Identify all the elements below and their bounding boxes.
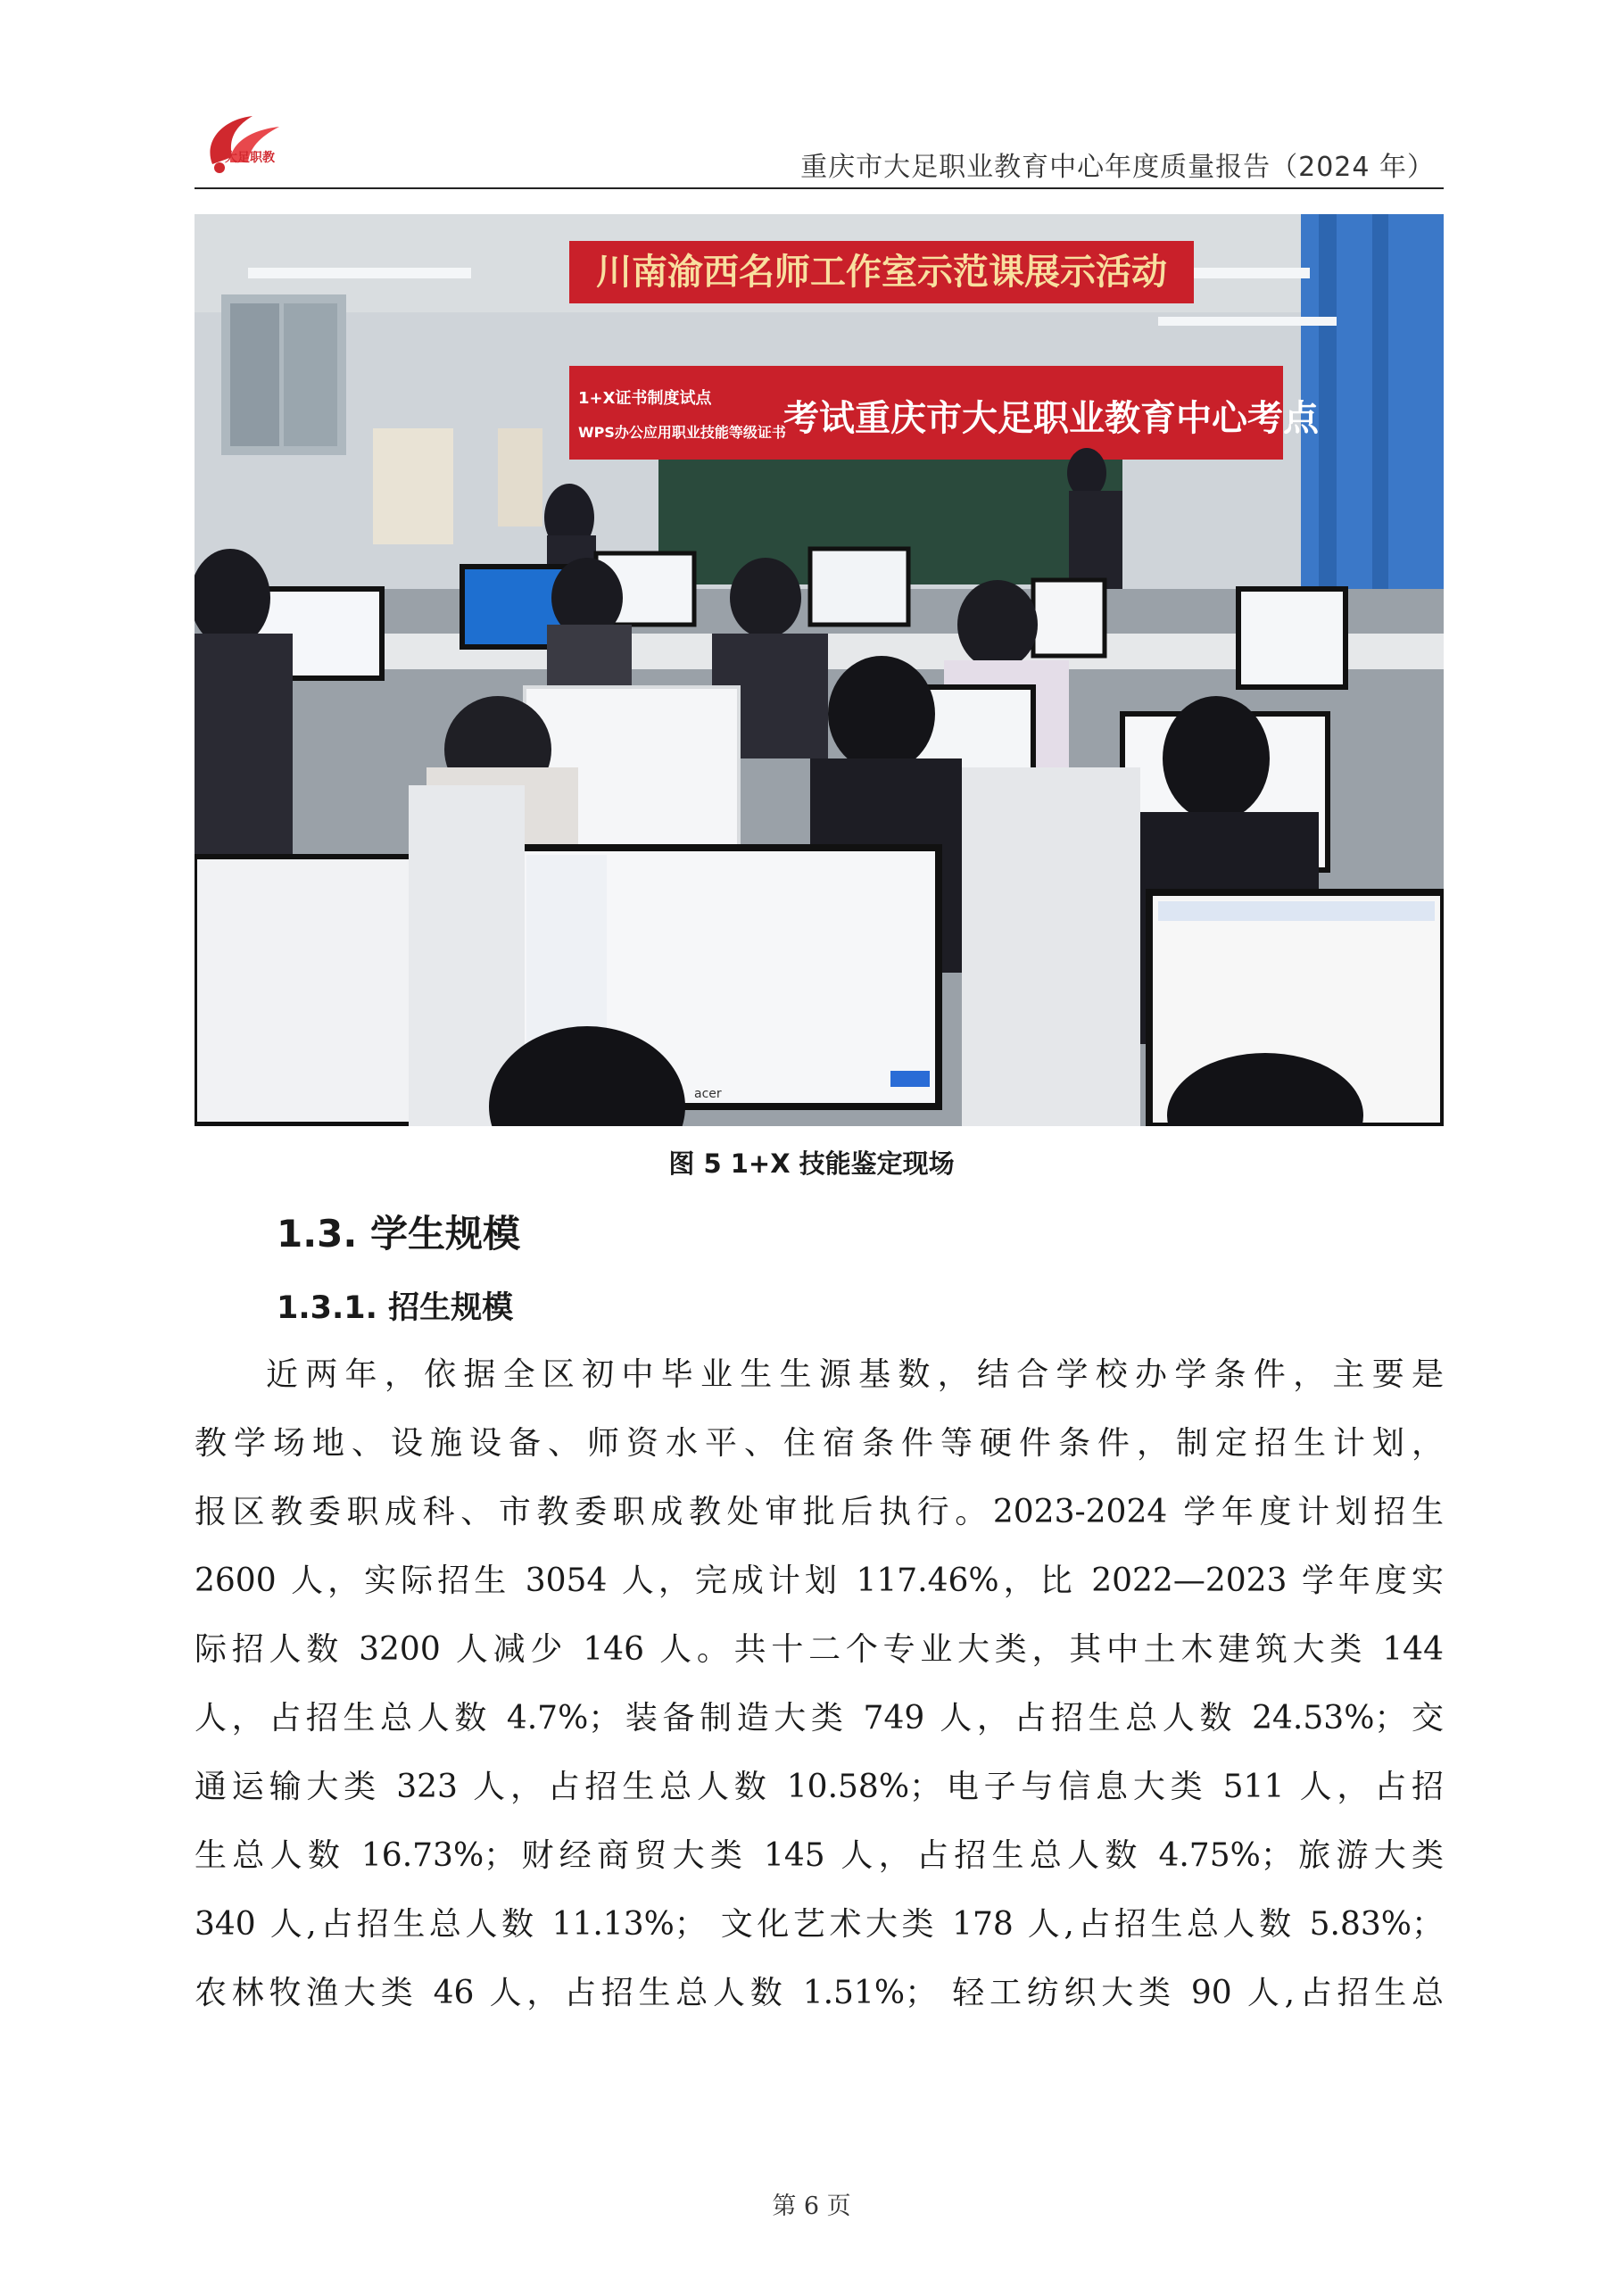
paragraph-line: 通运输大类 323 人，占招生总人数 10.58%；电子与信息大类 511 人，占招 — [195, 1769, 1444, 1805]
logo-text: 大足职教 — [225, 151, 275, 165]
banner-top-text: 川南渝西名师工作室示范课展示活动 — [596, 252, 1167, 293]
paragraph-line: 教学场地、设施设备、师资水平、住宿条件等硬件条件，制定招生计划， — [195, 1425, 1444, 1462]
header-divider — [195, 187, 1444, 189]
page-header — [195, 100, 1444, 189]
paragraph-line: 农林牧渔大类 46 人，占招生总人数 1.51%； 轻工纺织大类 90 人,占招生总 — [195, 1975, 1444, 2011]
paragraph-line: 340 人,占招生总人数 11.13%； 文化艺术大类 178 人,占招生总人数 5.83%； — [195, 1906, 1444, 1943]
subsection-heading: 1.3.1. 招生规模 — [277, 1290, 514, 1326]
monitor-brand-label: acer — [694, 1087, 722, 1101]
paragraph-line: 2600 人，实际招生 3054 人，完成计划 117.46%，比 2022—2023 学年度实 — [195, 1562, 1444, 1599]
figure-caption: 图 5 1+X 技能鉴定现场 — [668, 1148, 955, 1179]
banner-main-left-2: WPS办公应用职业技能等级证书 — [578, 424, 786, 441]
section-heading: 1.3. 学生规模 — [277, 1212, 520, 1256]
banner-main-right: 考试重庆市大足职业教育中心考点 — [783, 398, 1319, 439]
paragraph-line: 生总人数 16.73%；财经商贸大类 145 人，占招生总人数 4.75%；旅游大类 — [195, 1837, 1444, 1874]
exam-site-photo — [195, 214, 1444, 1126]
header-title: 重庆市大足职业教育中心年度质量报告（2024 年） — [800, 152, 1435, 183]
school-logo — [195, 111, 293, 182]
enrollment-paragraph — [195, 1340, 1444, 2027]
paragraph-line: 人，占招生总人数 4.7%；装备制造大类 749 人，占招生总人数 24.53%；交 — [195, 1700, 1444, 1737]
paragraph-line: 近两年，依据全区初中毕业生生源基数，结合学校办学条件，主要是 — [266, 1356, 1444, 1393]
classroom-scene — [195, 214, 1444, 1126]
paragraph-line: 报区教委职成科、市教委职成教处审批后执行。2023-2024 学年度计划招生 — [195, 1494, 1444, 1530]
banner-main-left-1: 1+X证书制度试点 — [578, 389, 712, 408]
page-number: 第 6 页 — [772, 2192, 851, 2220]
paragraph-line: 际招人数 3200 人减少 146 人。共十二个专业大类，其中土木建筑大类 144 — [195, 1631, 1444, 1668]
